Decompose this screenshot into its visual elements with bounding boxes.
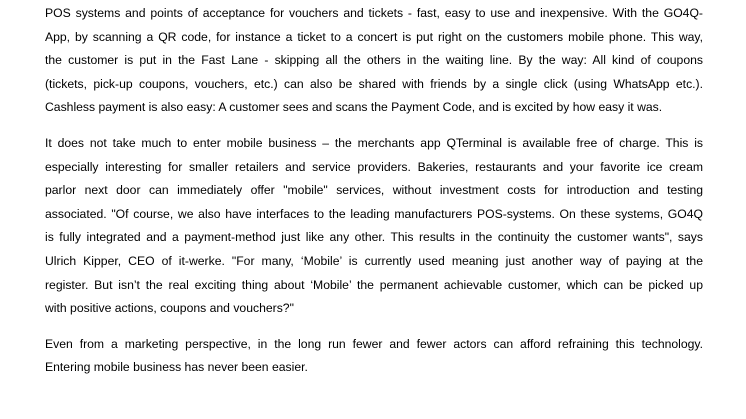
text-line: register. But isn’t the real exciting thing about ‘Mobile’ the permanent achievable customer, which can be picked up [45, 277, 703, 292]
text-line: parlor next door can immediately offer "mobile" services, without investment costs for introduction and testing [45, 183, 703, 198]
text-line: (tickets, pick-up coupons, vouchers, etc.) can also be shared with friends by a single click (using WhatsApp etc.). [45, 76, 703, 91]
text-line: with positive actions, coupons and vouchers?" [45, 301, 294, 316]
text-line: Ulrich Kipper, CEO of it-werke. "For many, ‘Mobile’ is currently used meaning just another way of paying at the [45, 253, 703, 268]
text-line: especially interesting for smaller retailers and service providers. Bakeries, restaurants and your favorite ice cream [45, 159, 703, 174]
paragraph-mobile-business [45, 132, 703, 321]
text-line: POS systems and points of acceptance for vouchers and tickets - fast, easy to use and inexpensive. With the GO4Q- [45, 6, 703, 20]
text-line: It does not take much to enter mobile business – the merchants app QTerminal is available free of charge. This is [45, 135, 703, 150]
document-page [45, 0, 703, 380]
text-line: Cashless payment is also easy: A customer sees and scans the Payment Code, and is excited by how easy it was. [45, 100, 663, 115]
text-line: the customer is put in the Fast Lane - skipping all the others in the waiting line. By the way: All kind of coupons [45, 53, 703, 68]
text-line: is fully integrated and a payment-method just like any other. This results in the continuity the customer wants", says [45, 230, 703, 245]
text-line: Entering mobile business has never been easier. [45, 360, 308, 375]
text-line: App, by scanning a QR code, for instance a ticket to a concert is put right on the customers mobile phone. This way, [45, 29, 703, 44]
paragraph-pos-systems [45, 2, 703, 120]
paragraph-marketing [45, 333, 703, 380]
text-line: Even from a marketing perspective, in the long run fewer and fewer actors can afford refraining this technology. [45, 336, 703, 351]
text-line: associated. "Of course, we also have interfaces to the leading manufacturers POS-systems. On these systems, GO4Q [45, 206, 703, 221]
